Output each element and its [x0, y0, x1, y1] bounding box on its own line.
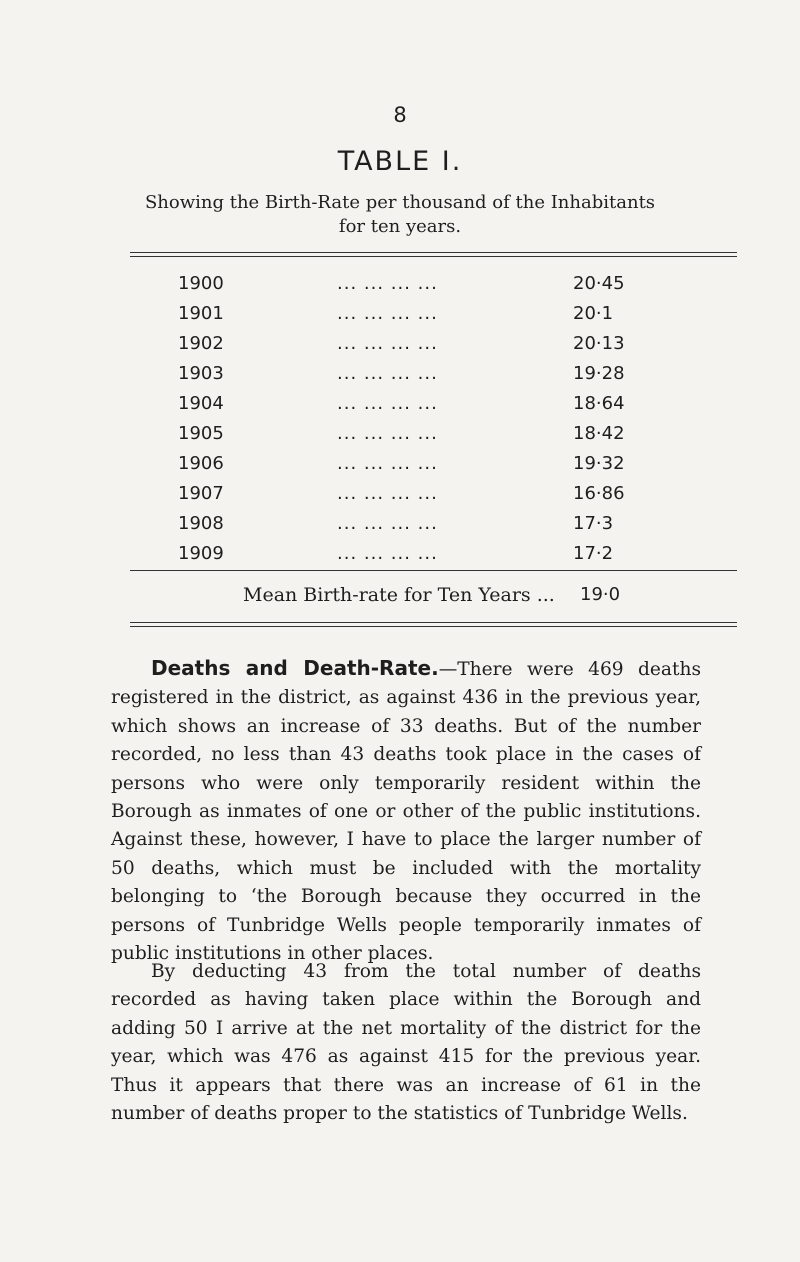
- row-year: 1908: [178, 513, 224, 534]
- row-year: 1903: [178, 363, 224, 384]
- row-year: 1907: [178, 483, 224, 504]
- row-year: 1906: [178, 453, 224, 474]
- row-leader: ... ... ... ...: [337, 543, 438, 564]
- row-rate: 19·28: [573, 363, 625, 384]
- birth-rate-table: [0, 273, 800, 573]
- table-row: [0, 393, 800, 423]
- net-mortality-paragraph: By deducting 43 from the total number of deaths recorded as having taken place within the Borough and adding 50 I arrive at the net mortality of the district for the year, which was 476 as against 415 for the previous year. Thus it appears that there was an increase of 61 in the number of deaths proper to the statistics of Tunbridge Wells.: [111, 961, 701, 1125]
- row-rate: 17·2: [573, 543, 614, 564]
- row-rate: 20·13: [573, 333, 625, 354]
- row-rate: 19·32: [573, 453, 625, 474]
- row-year: 1909: [178, 543, 224, 564]
- row-rate: 18·42: [573, 423, 625, 444]
- mean-value: 19·0: [580, 584, 621, 605]
- page-number: 8: [393, 103, 407, 127]
- table-subtitle-line-2: for ten years.: [338, 216, 462, 237]
- row-leader: ... ... ... ...: [337, 363, 438, 384]
- table-bottom-rule-second: [130, 626, 737, 627]
- row-leader: ... ... ... ...: [337, 513, 438, 534]
- deaths-paragraph: [111, 654, 701, 968]
- table-bottom-rule: [130, 622, 737, 623]
- mean-row: [0, 584, 800, 610]
- table-top-rule: [130, 252, 737, 253]
- table-row: [0, 333, 800, 363]
- row-leader: ... ... ... ...: [337, 333, 438, 354]
- section-heading: Deaths and Death-Rate.: [151, 656, 439, 680]
- table-row: [0, 303, 800, 333]
- row-leader: ... ... ... ...: [337, 483, 438, 504]
- table-row: [0, 273, 800, 303]
- table-row: [0, 363, 800, 393]
- row-leader: ... ... ... ...: [337, 273, 438, 294]
- table-row: [0, 453, 800, 483]
- table-mean-rule: [130, 570, 737, 571]
- table-top-rule-second: [130, 256, 737, 257]
- table-row: [0, 423, 800, 453]
- row-year: 1904: [178, 393, 224, 414]
- table-title: TABLE I.: [337, 146, 463, 177]
- row-year: 1905: [178, 423, 224, 444]
- row-leader: ... ... ... ...: [337, 303, 438, 324]
- row-rate: 20·45: [573, 273, 625, 294]
- row-rate: 16·86: [573, 483, 625, 504]
- row-rate: 17·3: [573, 513, 614, 534]
- row-year: 1902: [178, 333, 224, 354]
- row-year: 1901: [178, 303, 224, 324]
- row-rate: 18·64: [573, 393, 625, 414]
- row-year: 1900: [178, 273, 224, 294]
- table-row: [0, 543, 800, 573]
- table-subtitle-line-1: Showing the Birth-Rate per thousand of the Inhabitants: [144, 192, 656, 213]
- row-leader: ... ... ... ...: [337, 423, 438, 444]
- deaths-paragraph-text: —There were 469 deaths registered in the district, as against 436 in the previous year, which shows an increase of 33 deaths. But of the number recorded, no less than 43 deaths took place in the cases of persons who were only temporarily resident within the Borough as inmates of one or other of the public institutions. Against these, however, I have to place the larger number of 50 deaths, which must be included with the mortality belonging to ‘the Borough because they occurred in the persons of Tunbridge Wells people temporarily inmates of public institutions in other places.: [111, 659, 701, 965]
- table-row: [0, 483, 800, 513]
- row-rate: 20·1: [573, 303, 614, 324]
- table-row: [0, 513, 800, 543]
- mean-label: Mean Birth-rate for Ten Years ...: [243, 584, 555, 606]
- row-leader: ... ... ... ...: [337, 453, 438, 474]
- row-leader: ... ... ... ...: [337, 393, 438, 414]
